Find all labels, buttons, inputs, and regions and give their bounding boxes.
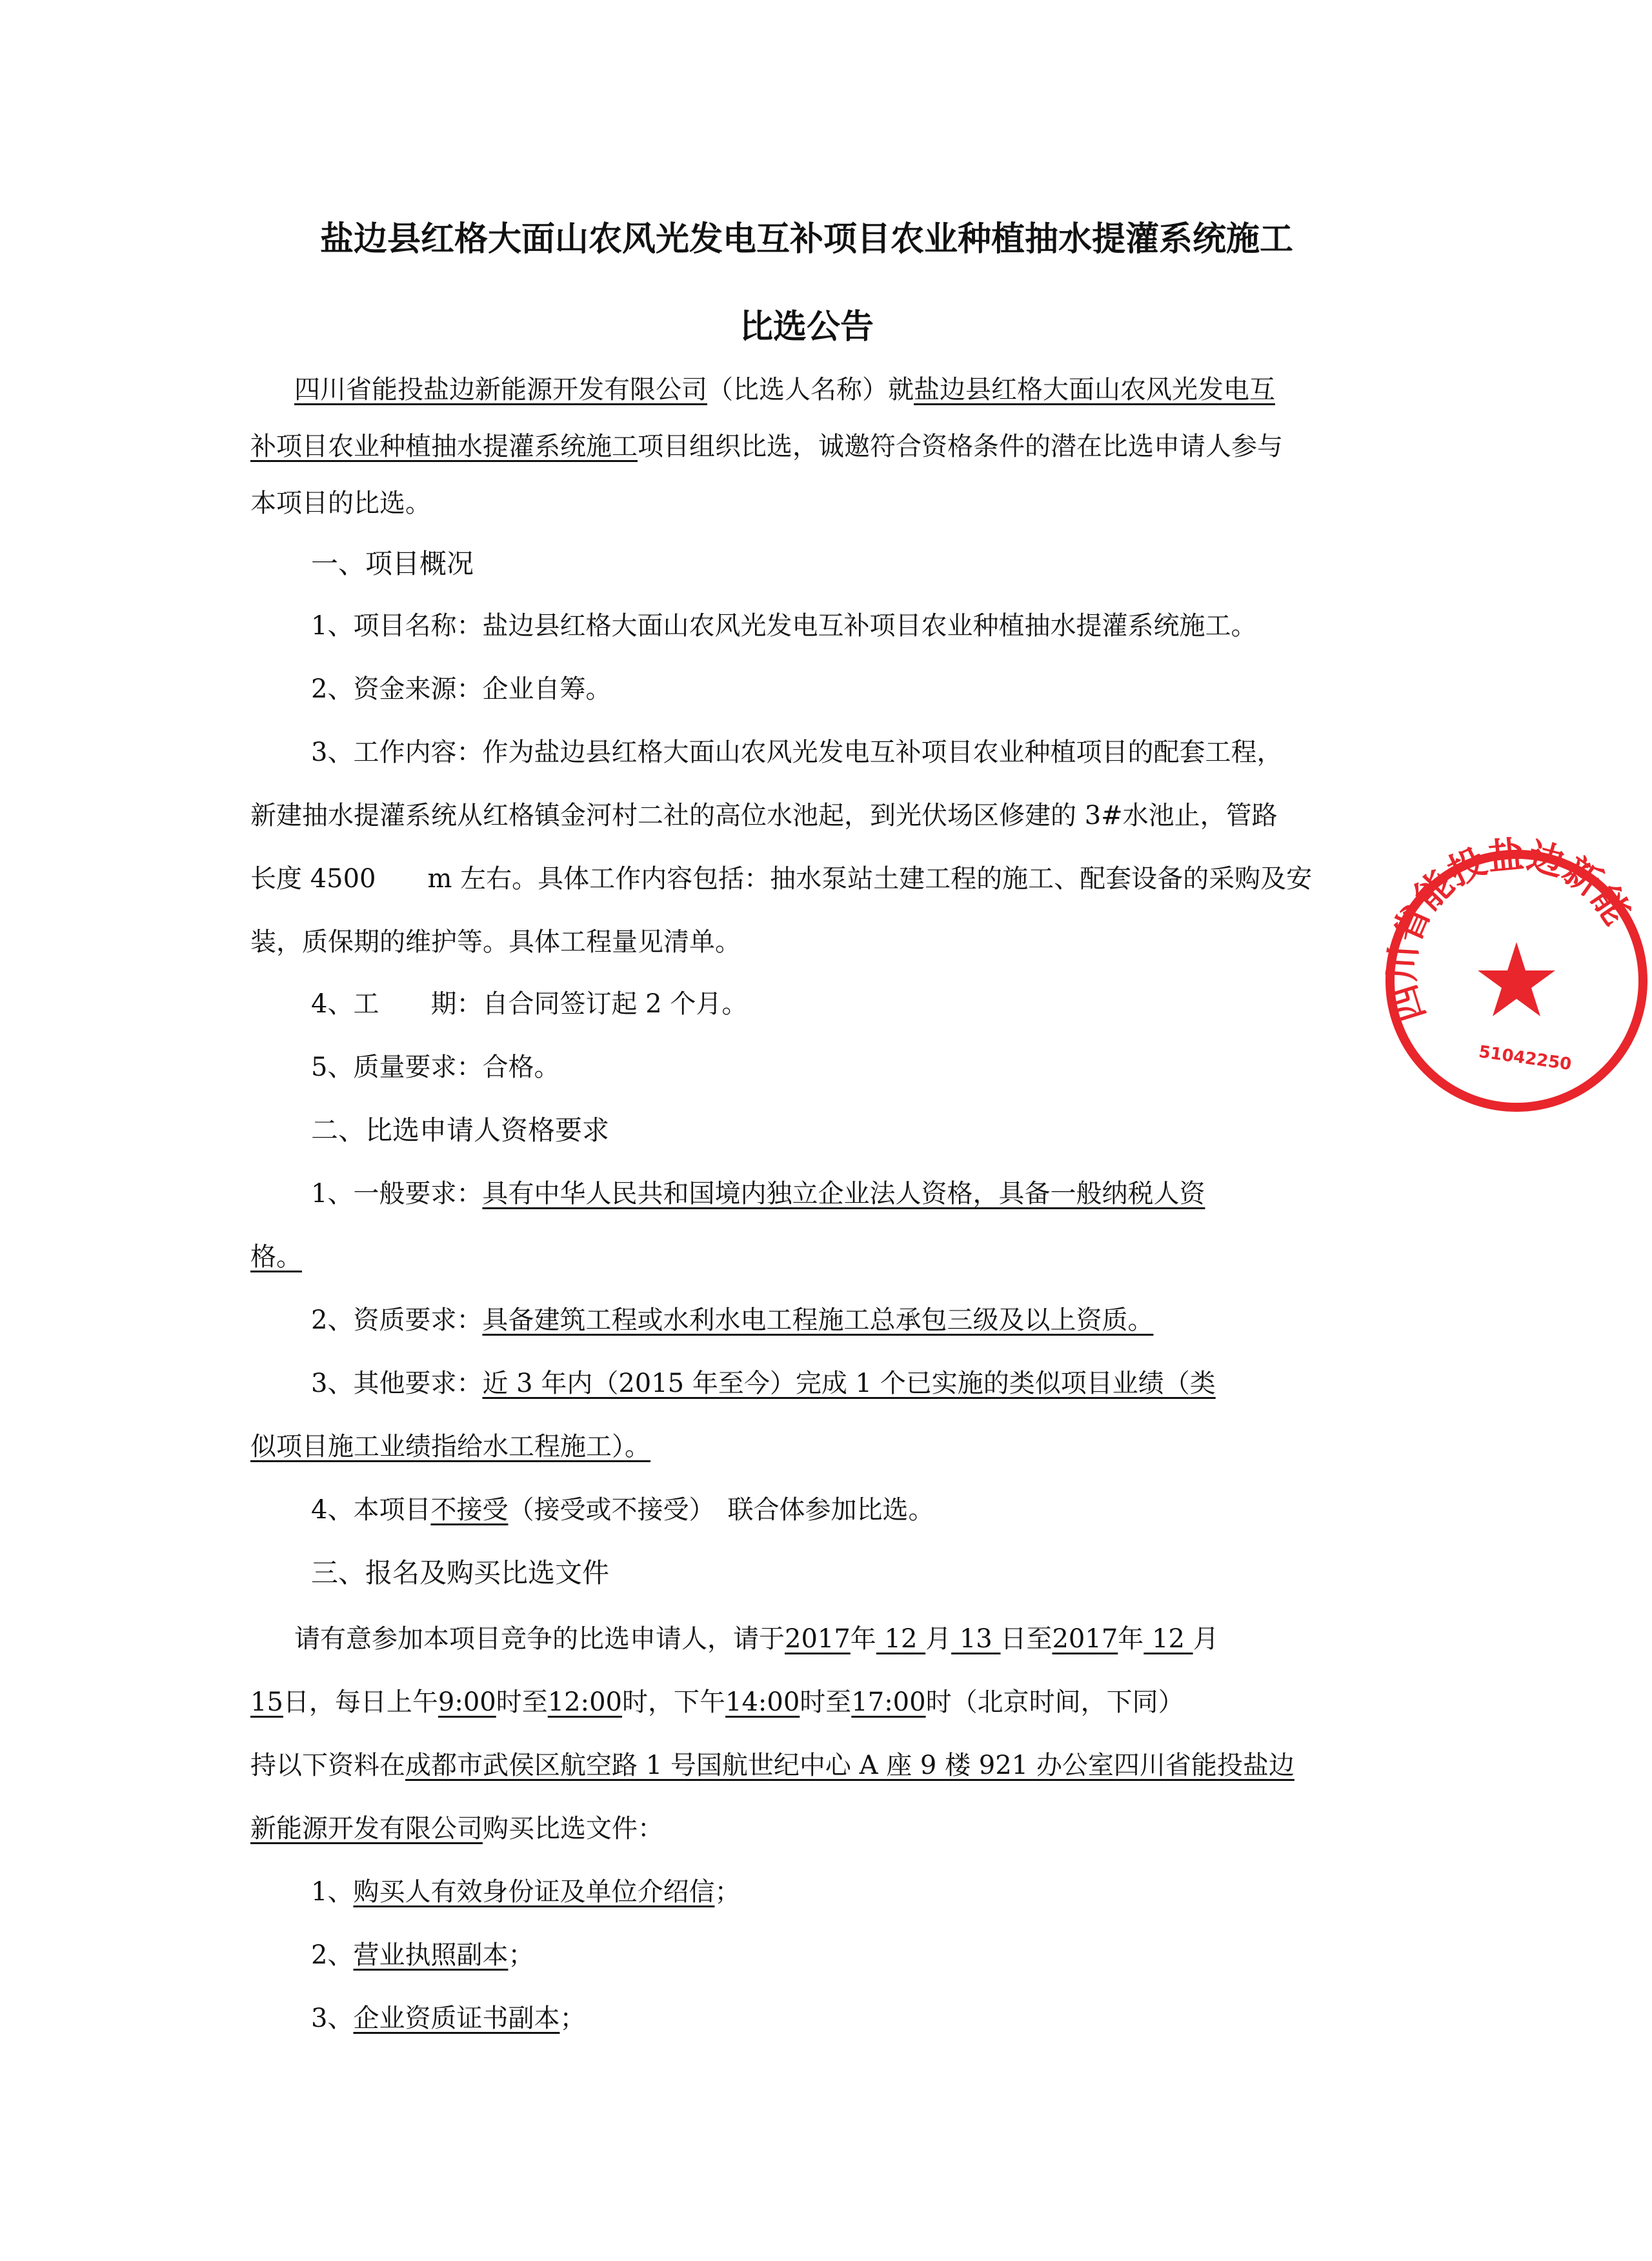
- document-item-license: 2、营业执照副本；: [311, 1940, 534, 1970]
- work-content-line-3: 长度 4500 m 左右。具体工作内容包括：抽水泵站土建工程的施工、配套设备的采购及安: [250, 864, 1313, 894]
- registration-line-1: 请有意参加本项目竞争的比选申请人，请于2017年 12 月 13 日至2017年 12 月: [294, 1624, 1219, 1654]
- section-heading-registration: 三、报名及购买比选文件: [311, 1557, 610, 1589]
- company-seal: [1363, 812, 1652, 1116]
- seal-code-text: 51042250: [1477, 1042, 1573, 1075]
- registration-line-4: 新能源开发有限公司购买比选文件：: [250, 1814, 663, 1844]
- intro-line-2: 补项目农业种植抽水提灌系统施工项目组织比选，诚邀符合资格条件的潜在比选申请人参与: [250, 432, 1283, 461]
- other-requirement-line-1: 3、其他要求：近 3 年内（2015 年至今）完成 1 个已实施的类似项目业绩（类: [311, 1369, 1216, 1398]
- registration-line-2: 15日，每日上午9:00时至12:00时，下午14:00时至17:00时（北京时间，下同）: [250, 1687, 1184, 1717]
- qualification-requirement: 2、资质要求：具备建筑工程或水利水电工程施工总承包三级及以上资质。: [311, 1305, 1154, 1335]
- page-subtitle: 比选公告: [739, 308, 874, 347]
- work-content-line-4: 装，质保期的维护等。具体工程量见清单。: [250, 927, 741, 957]
- intro-line-3: 本项目的比选。: [250, 488, 431, 518]
- section-heading-qualifications: 二、比选申请人资格要求: [311, 1114, 610, 1146]
- general-requirement-line-1: 1、一般要求：具有中华人民共和国境内独立企业法人资格，具备一般纳税人资: [311, 1179, 1205, 1209]
- seal-name-text: 四川省能投盐边新能源: [1363, 812, 1638, 1027]
- work-content-line-1: 3、工作内容：作为盐边县红格大面山农风光发电互补项目农业种植项目的配套工程，: [311, 738, 1283, 767]
- intro-line-1: 四川省能投盐边新能源开发有限公司（比选人名称）就盐边县红格大面山农风光发电互: [294, 375, 1275, 405]
- registration-line-3: 持以下资料在成都市武侯区航空路 1 号国航世纪中心 A 座 9 楼 921 办公室四川省能投盐边: [250, 1751, 1294, 1780]
- consortium-item: 4、本项目不接受（接受或不接受） 联合体参加比选。: [311, 1495, 934, 1525]
- page-title: 盐边县红格大面山农风光发电互补项目农业种植抽水提灌系统施工: [319, 220, 1293, 259]
- funding-source-item: 2、资金来源：企业自筹。: [311, 674, 612, 704]
- work-content-line-2: 新建抽水提灌系统从红格镇金河村二社的高位水池起，到光伏场区修建的 3#水池止，管路: [250, 801, 1278, 830]
- document-item-certificate: 3、企业资质证书副本；: [311, 2004, 586, 2033]
- duration-item: 4、工 期：自合同签订起 2 个月。: [311, 989, 748, 1019]
- seal-graphic: [1363, 812, 1643, 1107]
- other-requirement-line-2: 似项目施工业绩指给水工程施工）。: [250, 1432, 650, 1462]
- document-item-id: 1、购买人有效身份证及单位介绍信；: [311, 1877, 741, 1907]
- general-requirement-line-2: 格。: [250, 1242, 302, 1272]
- quality-item: 5、质量要求：合格。: [311, 1052, 560, 1082]
- project-name-item: 1、项目名称：盐边县红格大面山农风光发电互补项目农业种植抽水提灌系统施工。: [311, 611, 1257, 641]
- seal-star-icon: [1478, 942, 1555, 1016]
- section-heading-overview: 一、项目概况: [311, 548, 474, 579]
